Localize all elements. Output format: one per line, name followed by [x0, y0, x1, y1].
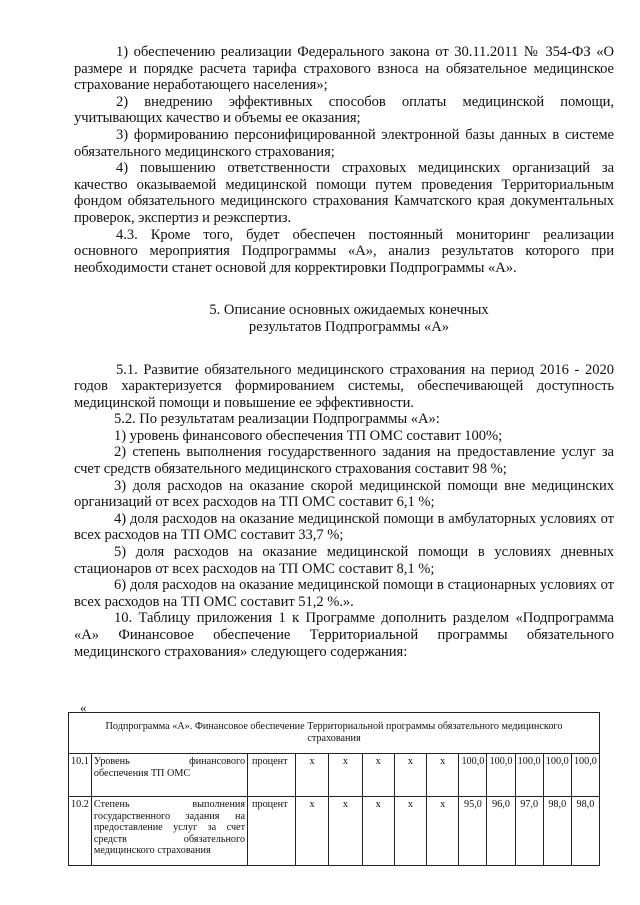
table-row — [69, 797, 600, 866]
row-indicator-name: Степень выполнения государственного задания на предоставление услуг за счет средств обязательного медицинского страхования — [91, 797, 247, 866]
paragraph-5-1: 5.1. Развитие обязательного медицинского страхования на период 2016 - 2020 годов характеризуется формированием системы, обеспечивающей доступность медицинской помощи и повышение ее эффективности. — [74, 361, 614, 411]
section-heading-line-1: 5. Описание основных ожидаемых конечных — [209, 302, 489, 319]
paragraph-2: 2) внедрению эффективных способов оплаты медицинской помощи, учитывающих качество и объемы ее оказания; — [74, 93, 614, 127]
row-cell: 100,0 — [459, 754, 487, 797]
row-cell: 100,0 — [543, 754, 571, 797]
table-section-row — [69, 713, 600, 754]
row-cell: 98,0 — [543, 797, 571, 866]
row-cell: x — [295, 797, 328, 866]
row-cell: 100,0 — [487, 754, 515, 797]
appendix-table — [68, 712, 600, 866]
row-cell: x — [427, 797, 459, 866]
row-number: 10.1 — [69, 754, 92, 797]
row-cell: x — [362, 754, 394, 797]
row-number: 10.2 — [69, 797, 92, 866]
result-item-3: 3) доля расходов на оказание скорой медицинской помощи вне медицинских организаций от всех расходов на ТП ОМС составит 6,1 %; — [74, 477, 614, 511]
row-cell: x — [295, 754, 328, 797]
row-cell: 97,0 — [515, 797, 543, 866]
row-cell: x — [427, 754, 459, 797]
result-item-6: 6) доля расходов на оказание медицинской помощи в стационарных условиях от всех расходов на ТП ОМС составит 51,2 %.». — [74, 577, 614, 610]
result-item-5: 5) доля расходов на оказание медицинской помощи в условиях дневных стационаров от всех расходов на ТП ОМС составит 8,1 %; — [74, 544, 614, 577]
section-heading-line-2: результатов Подпрограммы «А» — [248, 318, 450, 335]
paragraph-10: 10. Таблицу приложения 1 к Программе дополнить разделом «Подпрограмма «А» Финансовое обеспечение Территориальной программы обязательного медицинского страхования» следующего содержания: — [74, 610, 614, 660]
row-cell: x — [329, 754, 362, 797]
row-cell: x — [362, 797, 394, 866]
result-item-2: 2) степень выполнения государственного задания на предоставление услуг за счет средств обязательного медицинского страхования составит 98 %; — [74, 444, 614, 478]
document-page — [74, 44, 614, 660]
row-cell: x — [329, 797, 362, 866]
paragraph-3: 3) формированию персонифицированной электронной базы данных в системе обязательного медицинского страхования; — [74, 126, 614, 160]
row-unit: процент — [248, 754, 296, 797]
table-row — [69, 754, 600, 797]
table-section-title: Подпрограмма «А». Финансовое обеспечение Территориальной программы обязательного медицинского страхования — [69, 713, 600, 754]
section-heading — [74, 302, 614, 335]
row-cell: 98,0 — [571, 797, 599, 866]
result-item-4: 4) доля расходов на оказание медицинской помощи в амбулаторных условиях от всех расходов на ТП ОМС составит 33,7 %; — [74, 510, 614, 544]
result-item-1: 1) уровень финансового обеспечения ТП ОМС составит 100%; — [114, 427, 503, 444]
opening-quote: « — [80, 700, 87, 715]
row-unit: процент — [248, 797, 296, 866]
row-cell: 96,0 — [487, 797, 515, 866]
row-cell: 95,0 — [459, 797, 487, 866]
row-cell: 100,0 — [515, 754, 543, 797]
row-cell: 100,0 — [571, 754, 599, 797]
paragraph-5-2: 5.2. По результатам реализации Подпрограммы «А»: — [114, 411, 440, 428]
row-indicator-name: Уровень финансового обеспечения ТП ОМС — [91, 754, 247, 797]
paragraph-4-3: 4.3. Кроме того, будет обеспечен постоянный мониторинг реализации основного мероприятия Подпрограммы «А», анализ результатов которого при необходимости станет основой для корректировки Подпрограммы «А». — [74, 226, 614, 276]
row-cell: x — [394, 754, 426, 797]
paragraph-1: 1) обеспечению реализации Федерального закона от 30.11.2011 № 354-ФЗ «О размере и порядке расчета тарифа страхового взноса на обязательное медицинское страхование неработающего населения»; — [74, 44, 614, 94]
row-cell: x — [394, 797, 426, 866]
paragraph-4: 4) повышению ответственности страховых медицинских организаций за качество оказываемой медицинской помощи путем проведения Территориальным фондом обязательного медицинского страхования Камчатского края документальных проверок, экспертиз и реэкспертиз. — [74, 160, 614, 226]
